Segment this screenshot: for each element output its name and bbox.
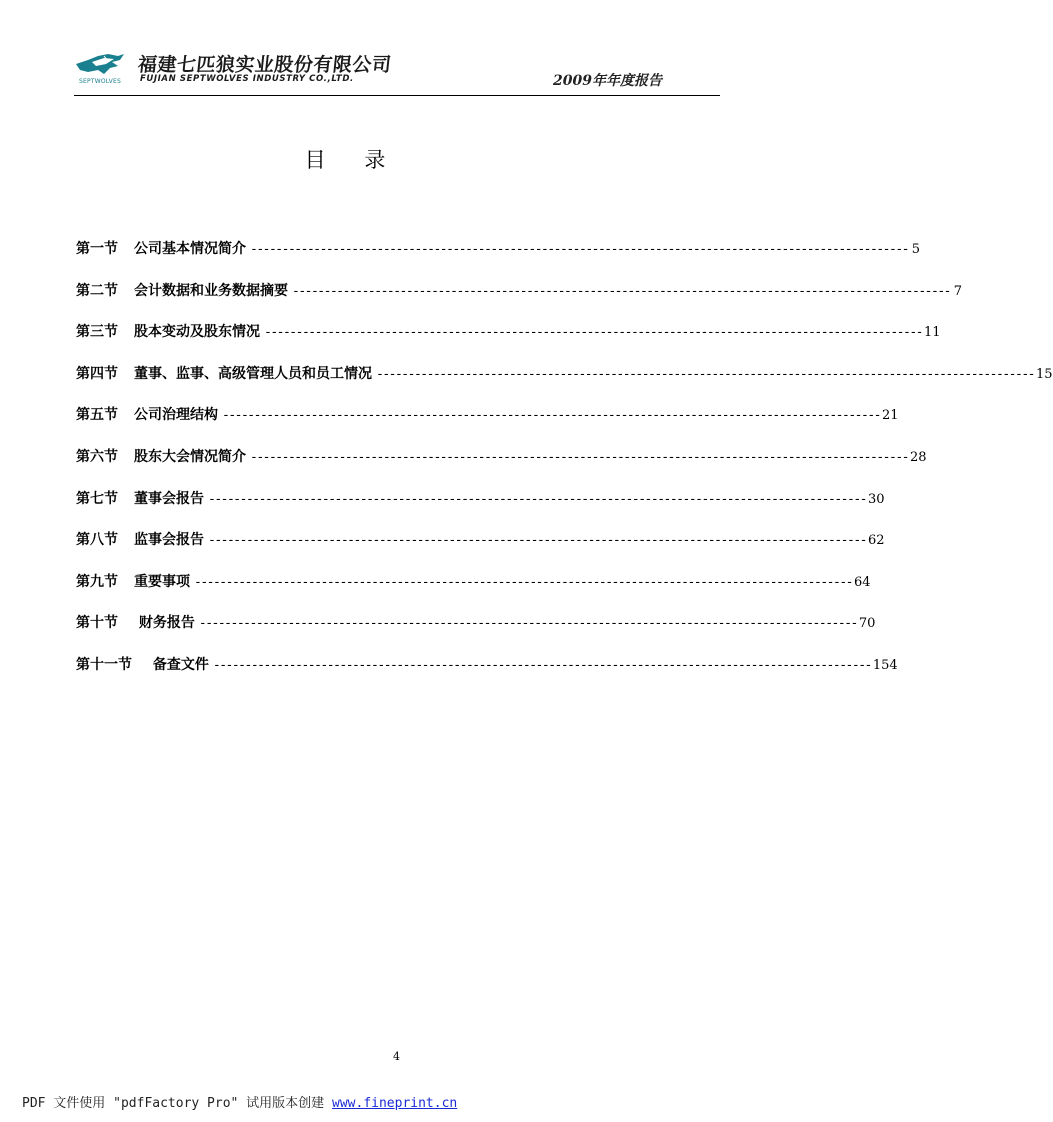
company-name-en: FUJIAN SEPTWOLVES INDUSTRY CO.,LTD. <box>140 74 354 84</box>
toc-section-number: 第三节 <box>76 324 118 341</box>
septwolves-logo <box>74 52 126 88</box>
toc-page-number: 21 <box>881 408 899 424</box>
toc-leader: -------------------------------------------------------------------------------------------------------- <box>264 325 922 341</box>
footer-link[interactable]: www.fineprint.cn <box>332 1096 458 1111</box>
toc-page-number: 64 <box>853 574 871 590</box>
toc-page-number: 11 <box>923 325 941 341</box>
footer-text: PDF 文件使用 "pdfFactory Pro" 试用版本创建 <box>22 1096 333 1111</box>
toc-section-number: 第二节 <box>76 282 118 299</box>
toc-leader: -------------------------------------------------------------------------------------------------------- <box>250 242 908 257</box>
toc-entry[interactable] <box>76 488 885 530</box>
toc-section-number: 第六节 <box>76 448 118 465</box>
toc-section-number: 第五节 <box>76 407 118 424</box>
toc-leader: -------------------------------------------------------------------------------------------------------- <box>198 616 857 632</box>
toc-heading: 股本变动及股东情况 <box>134 324 260 341</box>
toc-leader: -------------------------------------------------------------------------------------------------------- <box>208 491 866 507</box>
toc-entry[interactable] <box>76 529 885 571</box>
toc-section-number: 第十节 <box>76 615 118 632</box>
toc-heading: 财务报告 <box>134 615 195 632</box>
toc-leader: -------------------------------------------------------------------------------------------------------- <box>292 283 950 299</box>
page-header <box>74 48 720 96</box>
toc-page-number: 15 <box>1035 366 1053 382</box>
toc-entry[interactable] <box>76 571 871 613</box>
toc-heading: 会计数据和业务数据摘要 <box>134 282 288 299</box>
toc-heading: 董事、监事、高级管理人员和员工情况 <box>134 365 372 382</box>
toc-leader: -------------------------------------------------------------------------------------------------------- <box>208 533 866 549</box>
toc-heading: 备查文件 <box>148 656 209 673</box>
toc-section-number: 第十一节 <box>76 656 132 673</box>
toc-entry[interactable] <box>76 612 876 654</box>
toc-leader: -------------------------------------------------------------------------------------------------------- <box>212 657 871 673</box>
toc-section-number: 第一节 <box>76 241 118 257</box>
toc-entry[interactable] <box>76 404 899 446</box>
toc-heading: 公司基本情况简介 <box>134 241 246 257</box>
toc-leader: -------------------------------------------------------------------------------------------------------- <box>376 366 1034 382</box>
toc-section-number: 第九节 <box>76 573 118 590</box>
toc-title: 目 录 <box>304 148 402 172</box>
toc-heading: 监事会报告 <box>134 532 204 549</box>
toc-section-number: 第七节 <box>76 490 118 507</box>
toc-heading: 董事会报告 <box>134 490 204 507</box>
toc-heading: 重要事项 <box>134 573 190 590</box>
toc-entry[interactable] <box>76 654 898 696</box>
toc-page-number: 62 <box>867 533 885 549</box>
toc-leader: -------------------------------------------------------------------------------------------------------- <box>194 574 852 590</box>
company-name-cn: 福建七匹狼实业股份有限公司 <box>136 54 393 76</box>
toc-page-number: 70 <box>858 616 876 632</box>
toc-page-number: 154 <box>872 657 898 673</box>
toc-leader: -------------------------------------------------------------------------------------------------------- <box>250 449 908 465</box>
toc-page-number: 30 <box>867 491 885 507</box>
toc-entry[interactable] <box>76 238 920 280</box>
toc-section-number: 第八节 <box>76 532 118 549</box>
toc-leader: -------------------------------------------------------------------------------------------------------- <box>222 408 880 424</box>
toc-entry[interactable] <box>76 363 1053 405</box>
toc-page-number: 28 <box>909 449 927 465</box>
toc-heading: 公司治理结构 <box>134 407 218 424</box>
report-title: 2009年年度报告 <box>553 73 662 89</box>
toc-heading: 股东大会情况简介 <box>134 448 246 465</box>
header-divider <box>74 95 720 96</box>
toc-entry[interactable] <box>76 280 962 322</box>
page-number: 4 <box>393 1050 400 1063</box>
logo-caption: SEPTWOLVES <box>79 78 121 85</box>
table-of-contents <box>76 238 1053 696</box>
toc-section-number: 第四节 <box>76 365 118 382</box>
toc-page-number: 7 <box>953 283 962 299</box>
toc-entry[interactable] <box>76 446 927 488</box>
wolf-logo-icon <box>74 52 126 78</box>
toc-page-number: 5 <box>911 242 920 257</box>
toc-entry[interactable] <box>76 321 941 363</box>
pdf-footer <box>22 1092 457 1111</box>
